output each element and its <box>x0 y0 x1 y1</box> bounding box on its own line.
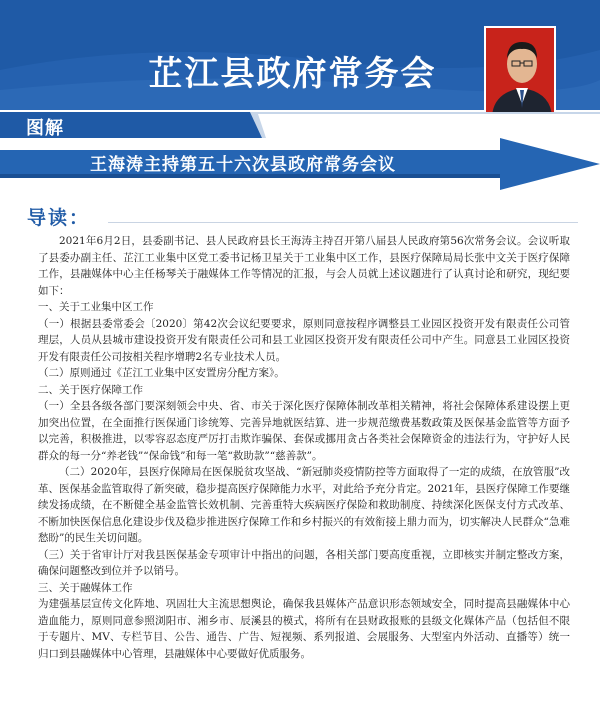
article-paragraph: 2021年6月2日，县委副书记、县人民政府县长王海涛主持召开第八届县人民政府第56次常务会议。会议听取了县委办副主任、芷江工业集中区党工委书记杨卫星关于工业集中区工作，县医疗保障局局长张中文关于医疗保障工作，县融媒体中心主任杨琴关于融媒体工作等情况的汇报，与会人员就上述议题进行了认真讨论和研究，现纪要如下： <box>38 235 570 297</box>
page-title: 芷江县政府常务会 <box>148 54 437 94</box>
article-paragraph: （三）关于省审计厅对我县医保基金专项审计中指出的问题，各相关部门要高度重视，立即核实并制定整改方案，确保问题整改到位并予以销号。 <box>38 548 570 577</box>
portrait-photo <box>484 26 556 114</box>
section-label: 图解 <box>26 118 64 139</box>
article-paragraph: （二）原则通过《芷江工业集中区安置房分配方案》。 <box>38 367 285 379</box>
divider <box>108 222 578 223</box>
article-paragraph: （二）2020年，县医疗保障局在医保脱贫攻坚战、“新冠肺炎疫情防控等方面取得了一定的成绩，在放管服”改革、医保基金监管取得了新突破，稳步提高医疗保障能力水平，对此给予充分肯定。2021年，县医疗保障工作要继续发扬成绩，在不断健全基金监管长效机制、完善重特大疾病医疗保险和救助制度、持续深化医保支付方式改革、不断加快医保信息化建设步伐及稳步推进医疗保障工作和乡村振兴的有效衔接上鼎力而为，切实解决人民群众“急难愁盼”的民生关切问题。 <box>38 466 570 544</box>
article-paragraph: （一）全县各级各部门要深刻领会中央、省、市关于深化医疗保障体制改革相关精神，将社会保障体系建设摆上更加突出位置，在全面推行医保通门诊统筹、完善异地就医结算、进一步规范缴费基数政策及医保基金监管等方面予以完善，积极推进，以零容忍态度严厉打击欺诈骗保、套保或挪用贪占各类社会保障资金的违法行为，守护好人民群众的每一分“养老钱”“保命钱”和每一笔“救助款”“慈善款”。 <box>38 400 570 462</box>
label-bar <box>0 112 600 138</box>
guide-heading: 导读： <box>27 207 91 229</box>
person-icon <box>486 28 556 114</box>
article-paragraph: 三、关于融媒体工作 <box>38 581 133 594</box>
article-paragraph: 一、关于工业集中区工作 <box>38 301 154 313</box>
article-paragraph: 为建强基层宣传文化阵地、巩固壮大主流思想舆论，确保我县媒体产品意识形态领域安全，同时提高县融媒体中心造血能力，原则同意参照浏阳市、湘乡市、辰溪县的模式，将所有在县财政报账的县级文化媒体产品（包括但不限于专题片、MV、专栏节目、公告、通告、广告、短视频、系列报道、会展服务、大型室内外活动、直播等）统一归口到县融媒体中心管理，县融媒体中心要做好优质服务。 <box>38 598 570 660</box>
article-body <box>38 233 570 662</box>
article-paragraph: （一）根据县委常委会〔2020〕第42次会议纪要要求，原则同意按程序调整县工业园区投资开发有限责任公司管理层，人员从县城市建设投资开发有限责任公司和县工业园区投资开发有限责任公司中产生。同意县工业园区投资开发有限责任公司按相关程序增聘2名专业技术人员。 <box>38 317 570 363</box>
article-paragraph: 二、关于医疗保障工作 <box>38 383 143 396</box>
subtitle: 王海涛主持第五十六次县政府常务会议 <box>90 155 396 175</box>
